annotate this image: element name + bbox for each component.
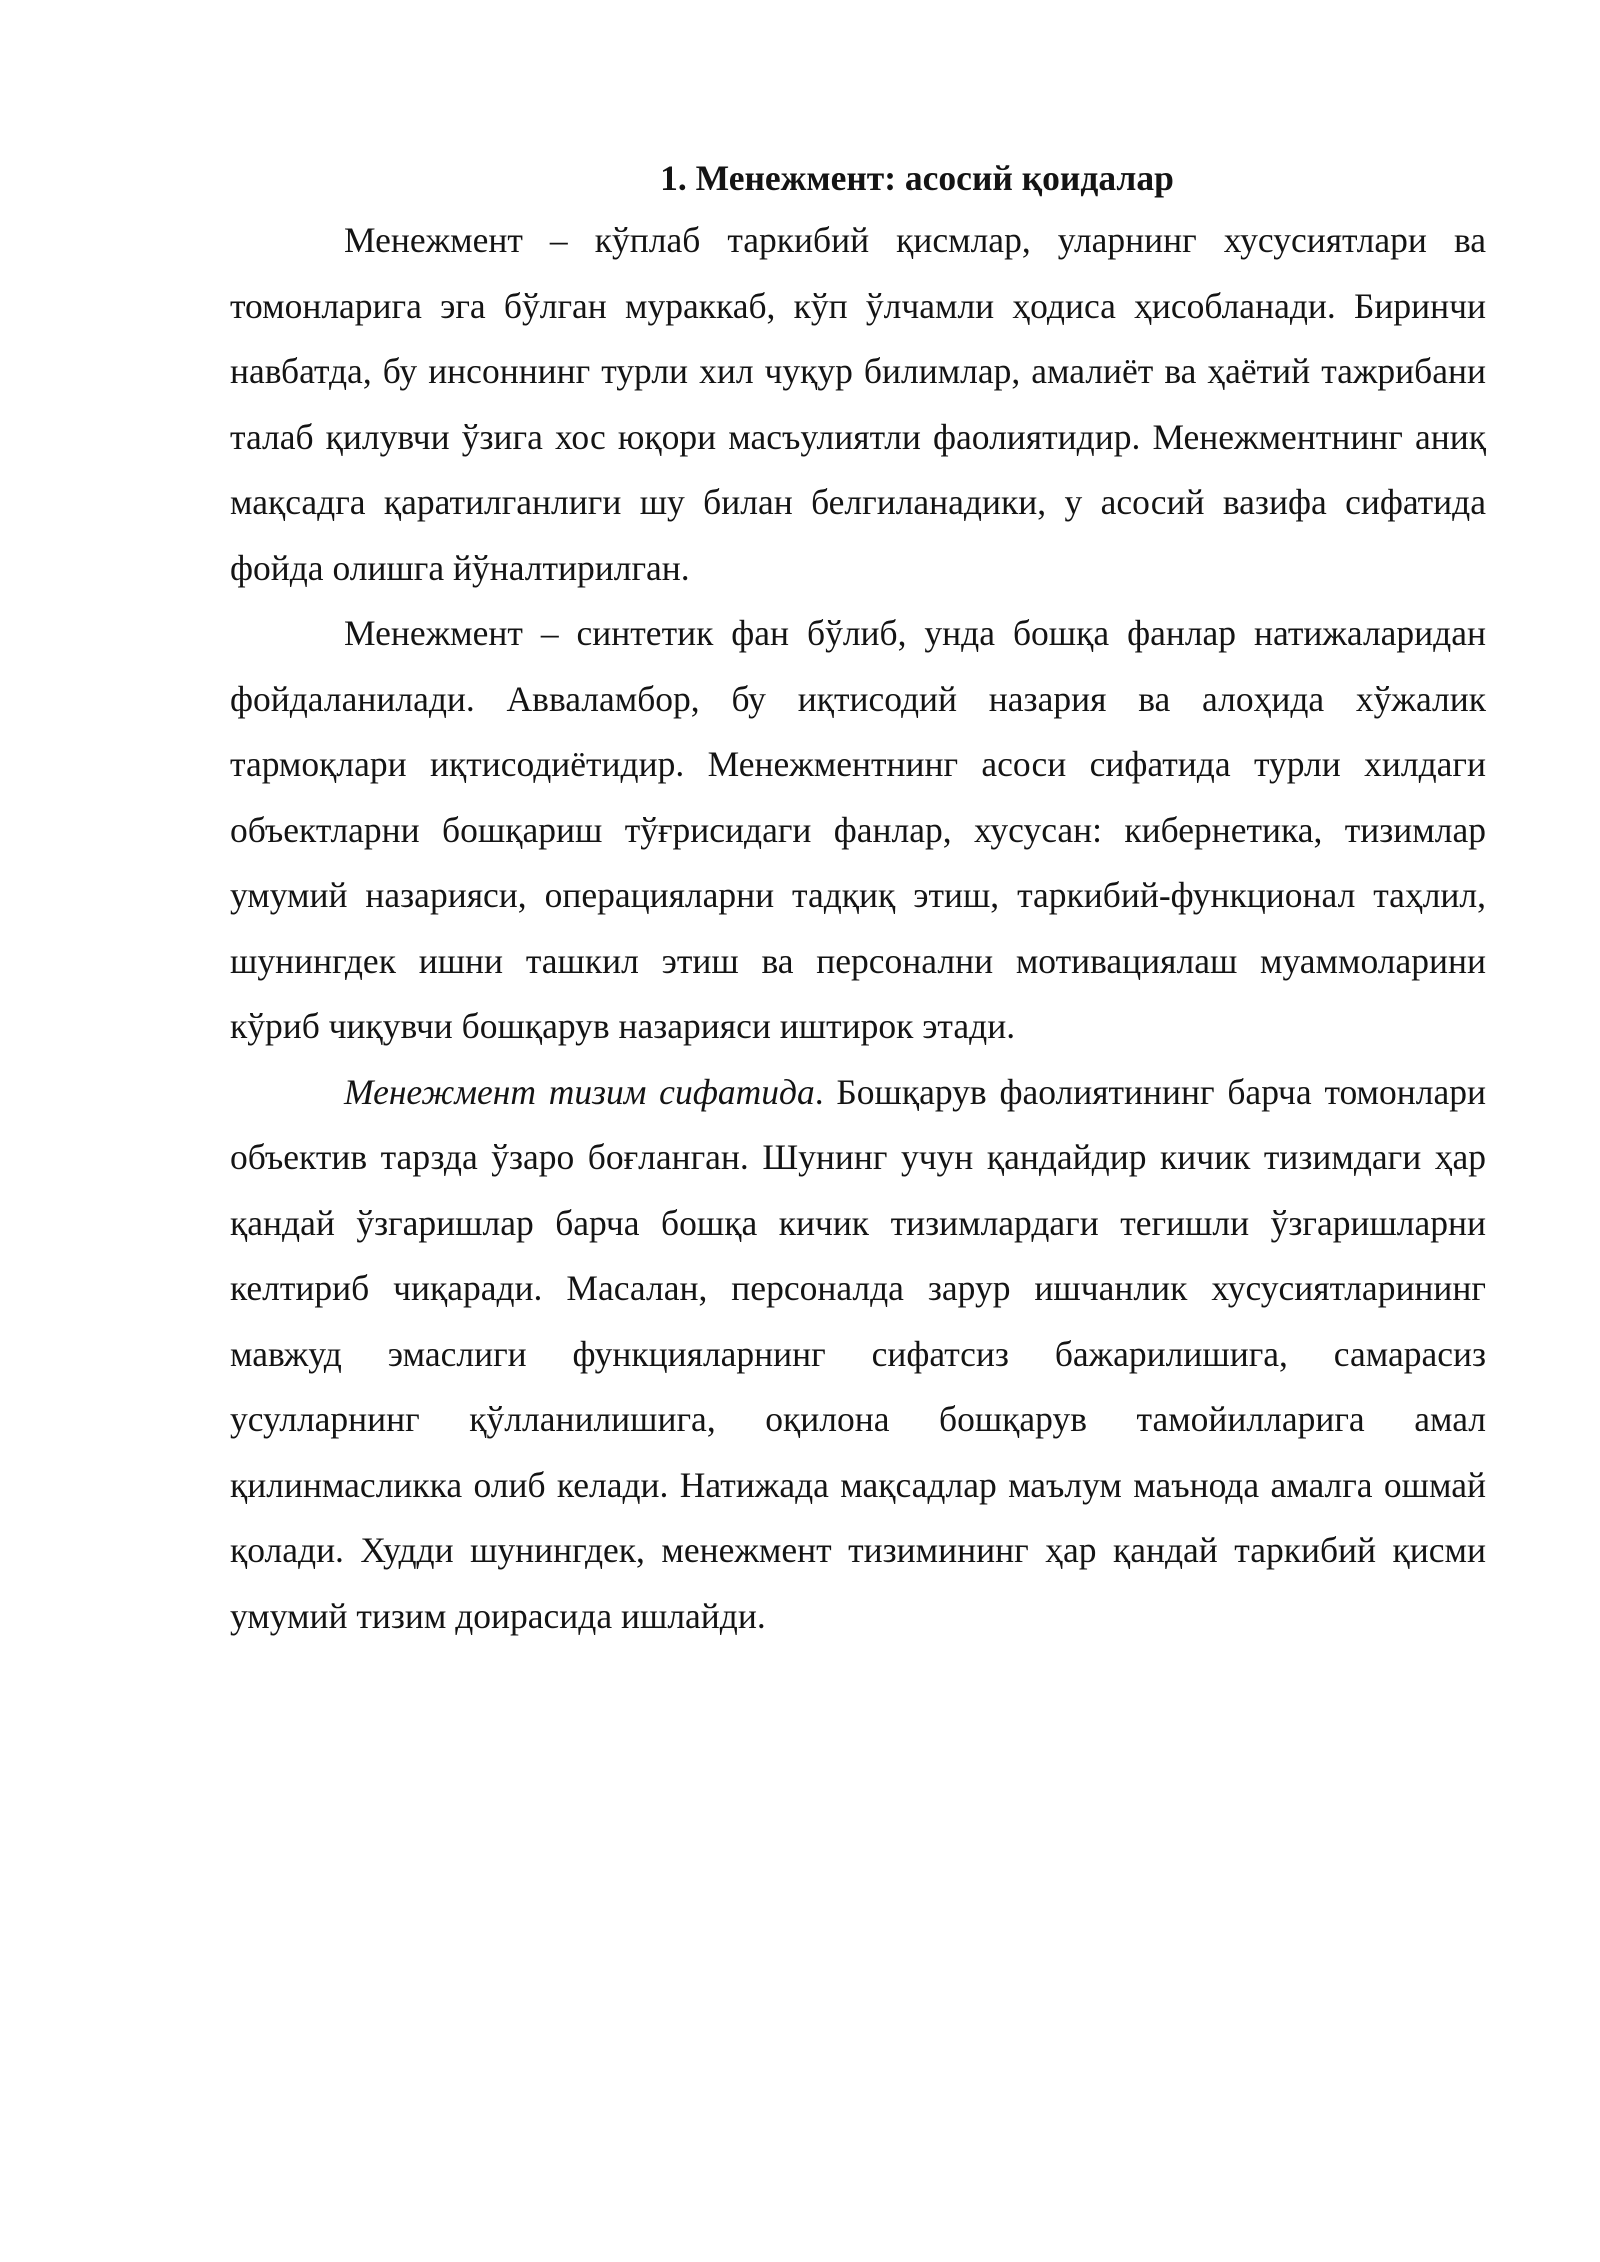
paragraph-1 [230, 208, 1486, 601]
paragraph-2 [230, 601, 1486, 1060]
paragraph-2-text: Менежмент – синтетик фан бўлиб, унда бошқа фанлар натижаларидан фойдаланилади. Авваламбор, бу иқтисодий назария ва алоҳида хўжалик тармоқлари иқтисодиётидир. Менежментнинг асоси сифатида турли хилдаги объектларни бошқариш тўғрисидаги фанлар, хусусан: кибернетика, тизимлар умумий назарияси, операцияларни тадқиқ этиш, таркибий-функционал таҳлил, шунингдек ишни ташкил этиш ва персонални мотивациялаш муаммоларини кўриб чиқувчи бошқарув назарияси иштирок этади. [230, 613, 1486, 1046]
section-heading: 1. Менежмент: асосий қоидалар [660, 158, 1174, 198]
paragraph-3 [230, 1060, 1486, 1650]
paragraph-1-text: Менежмент – кўплаб таркибий қисмлар, уларнинг хусусиятлари ва томонларига эга бўлган мураккаб, кўп ўлчамли ҳодиса ҳисобланади. Биринчи навбатда, бу инсоннинг турли хил чуқур билимлар, амалиёт ва ҳаётий тажрибани талаб қилувчи ўзига хос юқори масъулиятли фаолиятидир. Менежментнинг аниқ мақсадга қаратилганлиги шу билан белгиланадики, у асосий вазифа сифатида фойда олишга йўналтирилган. [230, 220, 1486, 588]
paragraph-3-emphasis: Менежмент тизим сифатида [344, 1071, 815, 1112]
document-body [230, 148, 1486, 1649]
paragraph-3-text: . Бошқарув фаолиятининг барча томонлари объектив тарзда ўзаро боғланган. Шунинг учун қандайдир кичик тизимдаги ҳар қандай ўзгаришлар барча бошқа кичик тизимлардаги тегишли ўзгаришларни келтириб чиқаради. Масалан, персоналда зарур ишчанлик хусусиятларининг мавжуд эмаслиги функцияларнинг сифатсиз бажарилишига, самарасиз усулларнинг қўлланилишига, оқилона бошқарув тамойилларига амал қилинмасликка олиб келади. Натижада мақсадлар маълум маънода амалга ошмай қолади. Худди шунингдек, менежмент тизимининг ҳар қандай таркибий қисми умумий тизим доирасида ишлайди. [230, 1071, 1486, 1636]
